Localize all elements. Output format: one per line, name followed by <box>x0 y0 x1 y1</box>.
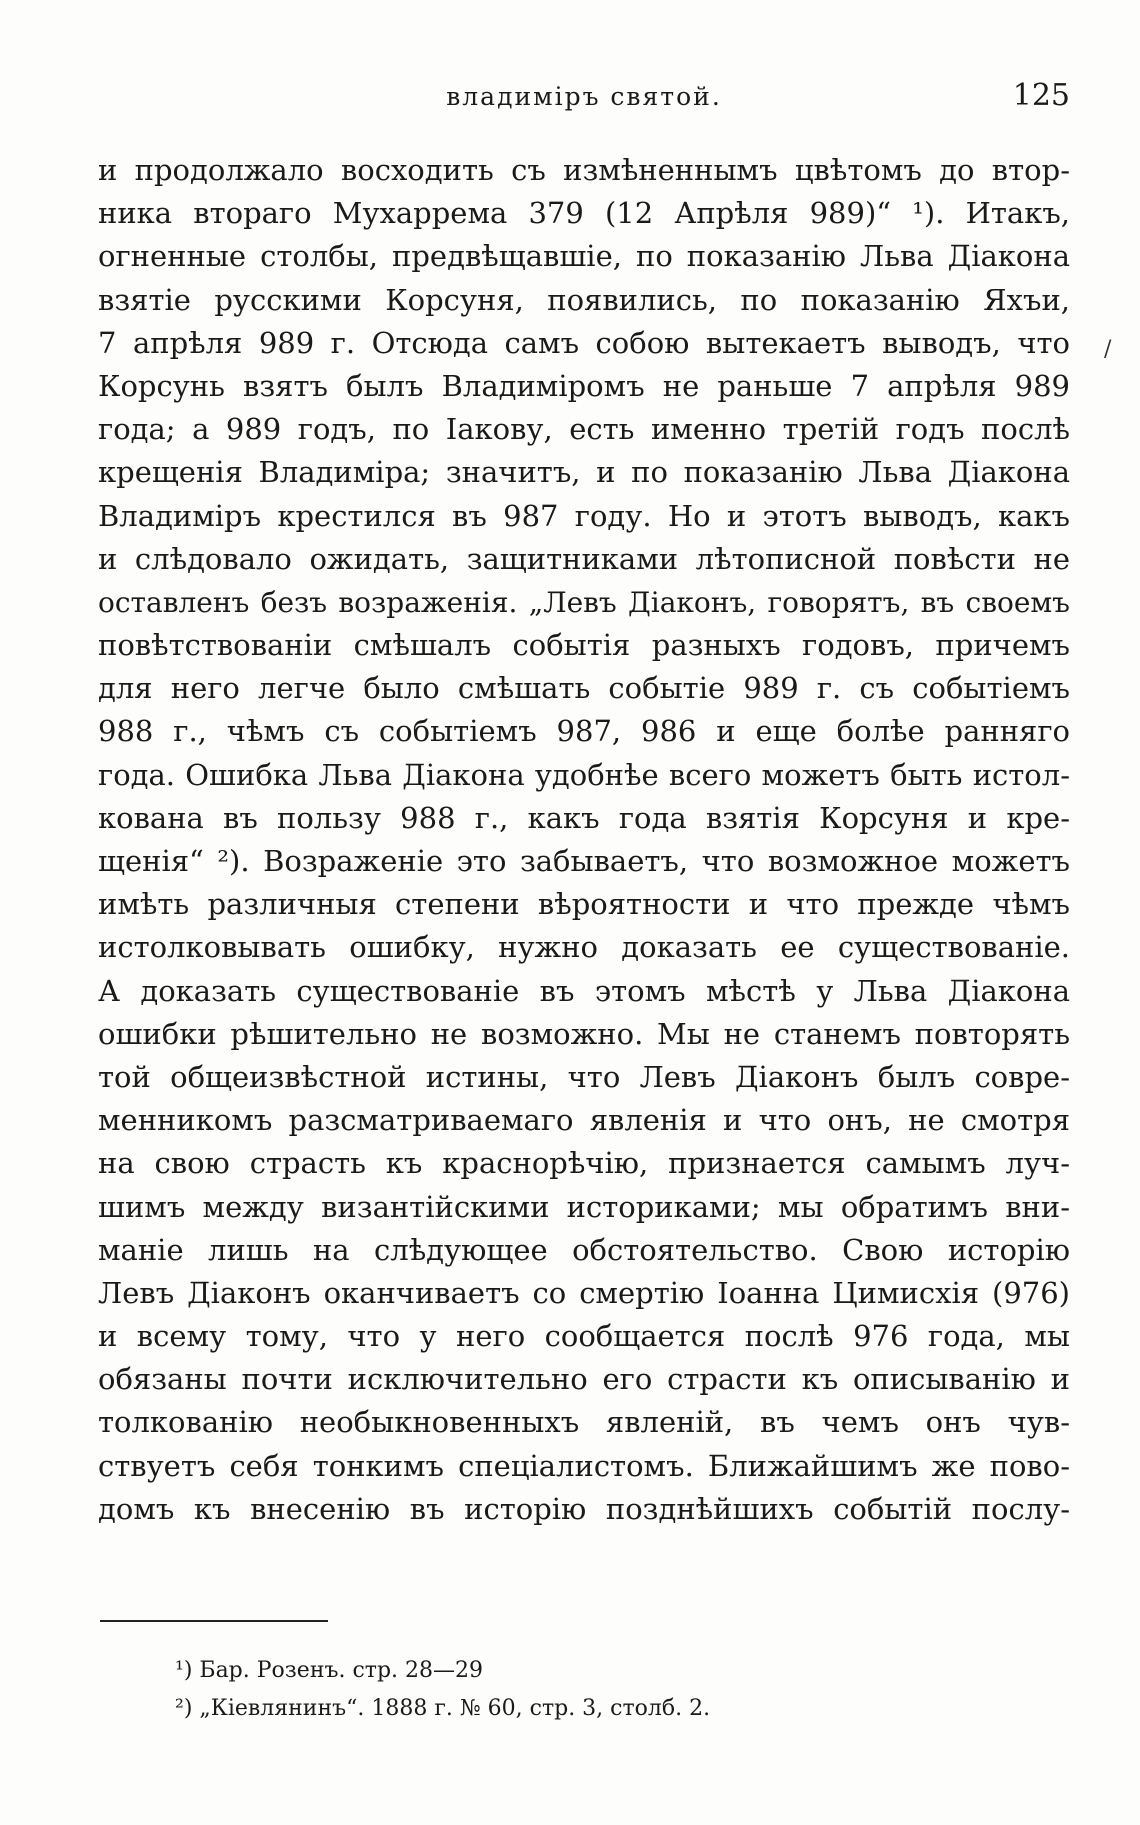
text-line: ствуетъ себя тонкимъ спеціалистомъ. Ближайшимъ же пово- <box>98 1448 1070 1483</box>
text-line: и всему тому, что у него сообщается послѣ 976 года, мы <box>98 1319 1070 1354</box>
text-line: для него легче было смѣшать событіе 989 г. съ событіемъ <box>98 671 1070 706</box>
text-line: на свою страсть къ краснорѣчію, признается самымъ луч- <box>98 1146 1070 1181</box>
text-line: крещенія Владиміра; значитъ, и по показанію Льва Діакона <box>98 455 1070 490</box>
text-line: толкованію необыкновенныхъ явленій, въ чемъ онъ чув- <box>98 1405 1070 1440</box>
text-line: имѣть различныя степени вѣроятности и что прежде чѣмъ <box>98 887 1070 922</box>
running-head <box>98 78 1070 118</box>
footnote-2: ²) „Кіевлянинъ“. 1888 г. № 60, стр. 3, столб. 2. <box>175 1696 711 1721</box>
text-line: домъ къ внесенію въ исторію позднѣйшихъ событій послу- <box>98 1491 1070 1526</box>
text-line: менникомъ разсматриваемаго явленія и что онъ, не смотря <box>98 1103 1070 1138</box>
text-line: кована въ пользу 988 г., какъ года взятія Корсуня и кре- <box>98 800 1070 835</box>
text-line: и продолжало восходить съ измѣненнымъ цвѣтомъ до втор- <box>98 153 1070 187</box>
text-line: Левъ Діаконъ оканчиваетъ со смертію Іоанна Цимисхія (976) <box>98 1275 1070 1310</box>
text-line: и слѣдовало ожидать, защитниками лѣтописной повѣсти не <box>98 541 1070 576</box>
body-text <box>98 149 1070 1531</box>
text-line: той общеизвѣстной истины, что Левъ Діаконъ былъ совре- <box>98 1059 1070 1094</box>
text-line: ника втораго Мухаррема 379 (12 Апрѣля 989)“ ¹). Итакъ, <box>98 196 1070 231</box>
page-number: 125 <box>1012 78 1070 113</box>
text-line: шимъ между византійскими историками; мы обратимъ вни- <box>98 1189 1070 1224</box>
text-line: повѣтствованіи смѣшалъ событія разныхъ годовъ, причемъ <box>98 628 1070 663</box>
running-title: владиміръ святой. <box>446 82 722 111</box>
text-line: истолковывать ошибку, нужно доказать ее существованіе. <box>98 930 1070 965</box>
text-line: щенія“ ²). Возраженіе это забываетъ, что возможное можетъ <box>98 844 1070 878</box>
text-line: Владиміръ крестился въ 987 году. Но и этотъ выводъ, какъ <box>98 498 1070 533</box>
footnotes <box>175 1652 875 1728</box>
footnote-1: ¹) Бар. Розенъ. стр. 28—29 <box>175 1658 484 1683</box>
text-line: оставленъ безъ возраженія. „Левъ Діаконъ, говорятъ, въ своемъ <box>98 585 1070 619</box>
text-line: огненные столбы, предвѣщавшіе, по показанію Льва Діакона <box>98 239 1070 274</box>
text-line: года. Ошибка Льва Діакона удобнѣе всего можетъ быть истол- <box>98 757 1070 792</box>
margin-mark: / <box>1104 337 1112 362</box>
text-line: 988 г., чѣмъ съ событіемъ 987, 986 и еще болѣе ранняго <box>98 714 1070 749</box>
text-line: маніе лишь на слѣдующее обстоятельство. Свою исторію <box>98 1232 1070 1267</box>
footnote-divider <box>100 1620 328 1622</box>
text-line: 7 апрѣля 989 г. Отсюда самъ собою вытекаетъ выводъ, что <box>98 325 1070 360</box>
text-line: обязаны почти исключительно его страсти къ описыванію и <box>98 1362 1070 1397</box>
text-line: А доказать существованіе въ этомъ мѣстѣ у Льва Діакона <box>98 973 1070 1008</box>
text-line: ошибки рѣшительно не возможно. Мы не станемъ повторять <box>98 1016 1070 1051</box>
text-line: взятіе русскими Корсуня, появились, по показанію Яхъи, <box>98 282 1070 317</box>
text-line: года; а 989 годъ, по Іакову, есть именно третій годъ послѣ <box>98 412 1070 447</box>
text-line: Корсунь взятъ былъ Владиміромъ не раньше 7 апрѣля 989 <box>98 368 1070 403</box>
